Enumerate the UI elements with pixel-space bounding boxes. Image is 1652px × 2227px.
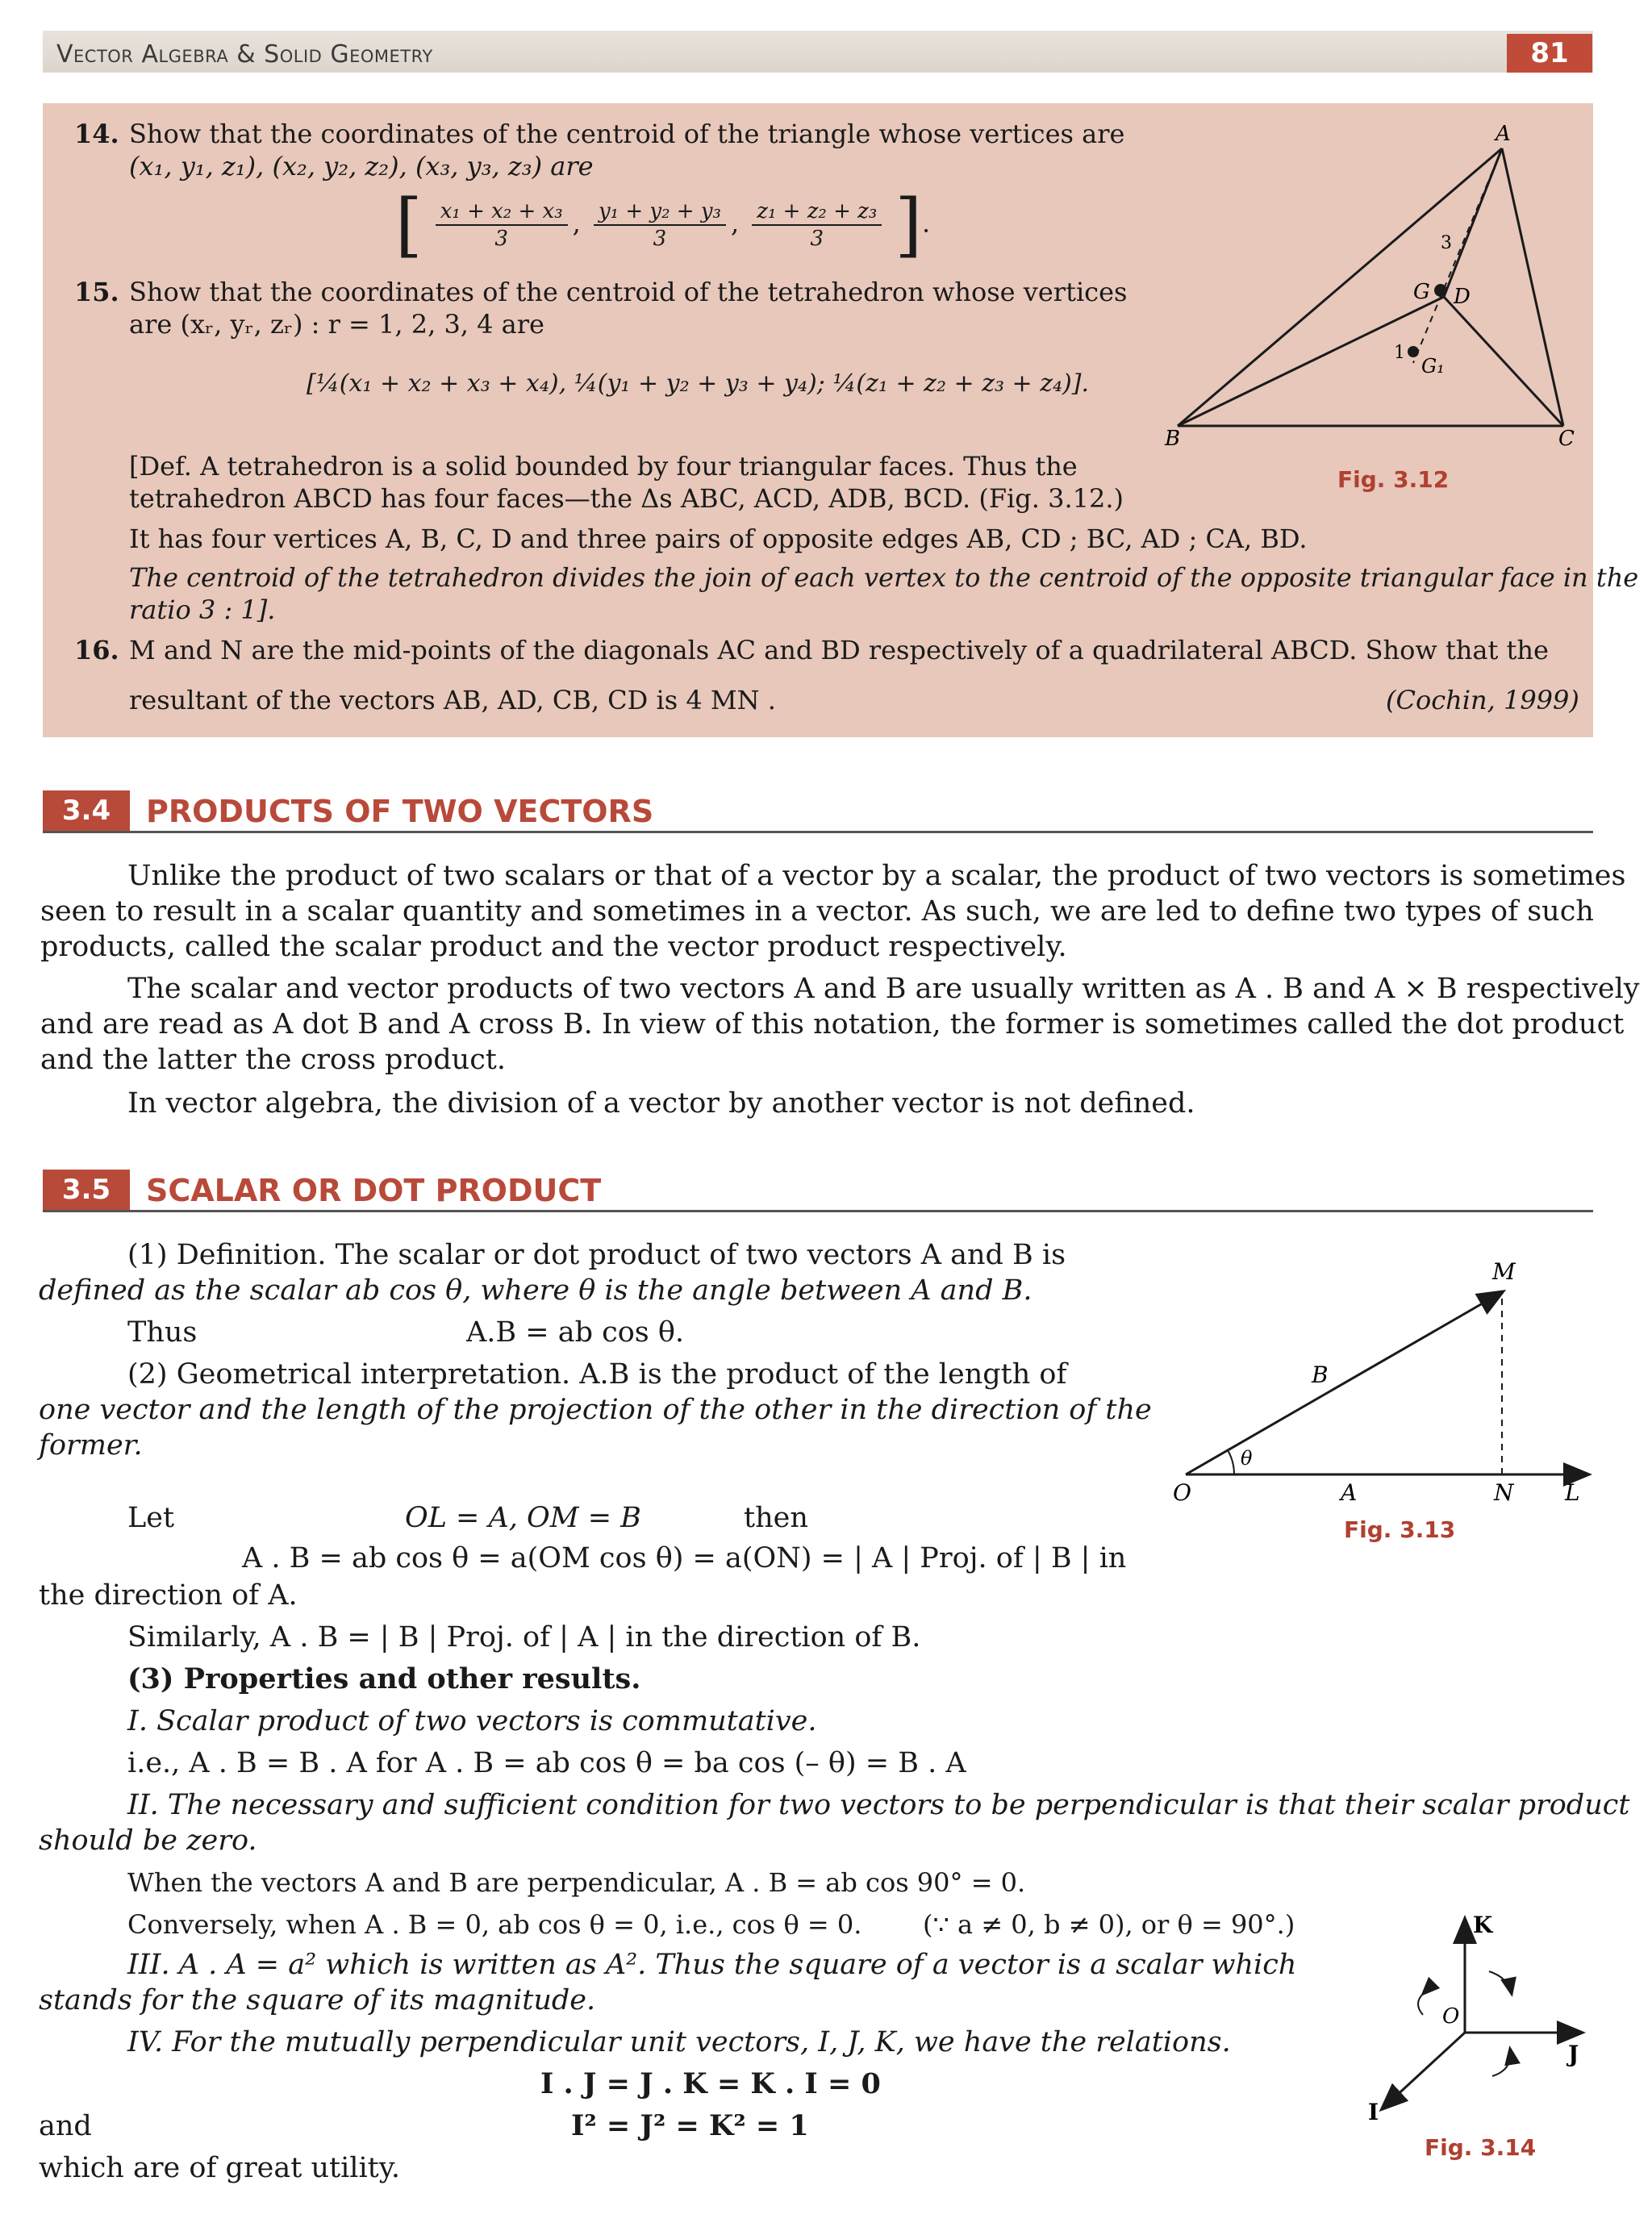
- fig-3-12-tetrahedron: [1153, 113, 1589, 460]
- frac-y-den: 3: [653, 227, 667, 251]
- line-om: [1186, 1292, 1502, 1474]
- section-3-5-number: 3.5: [43, 1170, 130, 1210]
- centroid-tetrahedron-formula: [¼(x₁ + x₂ + x₃ + x₄), ¼(y₁ + y₂ + y₃ + y₄); ¼(z₁ + z₂ + z₃ + z₄)].: [307, 369, 1090, 398]
- s34-p1-line1: Unlike the product of two scalars or that of a vector by a scalar, the product of two vectors is sometimes: [127, 860, 1626, 892]
- fig-3-14-caption: Fig. 3.14: [1425, 2134, 1537, 2161]
- fig-3-14-unit-vectors: [1339, 1904, 1597, 2146]
- definition-line1: [Def. A tetrahedron is a solid bounded by four triangular faces. Thus the: [129, 451, 1078, 482]
- rotation-arrow-ji: [1492, 2049, 1511, 2076]
- rotation-arrow-ki: [1418, 1994, 1423, 2015]
- thus-label: Thus: [127, 1316, 198, 1349]
- exercise-16-source: (Cochin, 1999): [1386, 685, 1579, 715]
- s34-p1-line2: seen to result in a scalar quantity and sometimes in a vector. As such, we are led to define two types of such: [40, 895, 1594, 928]
- geometric-line1: (2) Geometrical interpretation. A.B is the product of the length of: [127, 1358, 1067, 1391]
- s34-p1-line3: products, called the scalar product and the vector product respectively.: [40, 931, 1067, 963]
- label-a: A: [1496, 122, 1511, 146]
- centroid-triangle-formula: [ $\frac{\text{x₁ + x₂ + x₃}}{3}$ , $\frac{\text{y₁ + y₂ + y₃}}{3}$ , $\frac{\text{z₁ + z₂ + z₃}}{3}$ ].: [395, 185, 931, 265]
- label-b: B: [1312, 1362, 1329, 1388]
- exercise-14-line2: (x₁, y₁, z₁), (x₂, y₂, z₂), (x₃, y₃, z₃) are: [129, 151, 594, 181]
- s34-p2-line1: The scalar and vector products of two vectors A and B are usually written as A . B and A × B respectively: [127, 973, 1640, 1005]
- exercise-16-line2: resultant of the vectors AB, AD, CB, CD is 4 MN .: [129, 685, 776, 715]
- property-1: I. Scalar product of two vectors is commutative.: [127, 1705, 817, 1737]
- property-3-line1: III. A . A = a² which is written as A². Thus the square of a vector is a scalar which: [127, 1949, 1297, 1981]
- perpendicular-line2: Conversely, when A . B = 0, ab cos θ = 0, i.e., cos θ = 0.: [127, 1909, 862, 1940]
- edge-dc: [1444, 297, 1563, 426]
- let-label: Let: [127, 1502, 175, 1534]
- page-number: 81: [1507, 34, 1592, 73]
- utility-line: which are of great utility.: [39, 2152, 400, 2184]
- definition-line5: ratio 3 : 1].: [129, 594, 276, 625]
- axis-i: [1383, 2033, 1465, 2108]
- label-ratio-3: 3: [1441, 233, 1452, 253]
- exercise-number-16: 16.: [74, 635, 119, 665]
- section-3-4-title: PRODUCTS OF TWO VECTORS: [146, 794, 654, 829]
- exercise-15-line1: Show that the coordinates of the centroid of the tetrahedron whose vertices: [129, 277, 1128, 307]
- property-4: IV. For the mutually perpendicular unit vectors, I, J, K, we have the relations.: [127, 2026, 1231, 2058]
- and-label: and: [39, 2110, 92, 2142]
- running-header-title: Vector Algebra & Solid Geometry: [56, 40, 433, 69]
- property-1-equation: i.e., A . B = B . A for A . B = ab cos θ = ba cos (– θ) = B . A: [127, 1747, 966, 1779]
- property-2-line1: II. The necessary and sufficient condition for two vectors to be perpendicular is that their scalar product: [127, 1789, 1630, 1821]
- section-3-5-header: [43, 1170, 1593, 1212]
- label-c: C: [1558, 427, 1575, 451]
- frac-z-num: z₁ + z₂ + z₃: [752, 198, 882, 226]
- label-g1: G₁: [1421, 355, 1445, 377]
- label-d: D: [1454, 285, 1471, 309]
- label-k: K: [1473, 1912, 1493, 1938]
- projection-equation-cont: the direction of A.: [39, 1579, 298, 1612]
- unit-vector-relation-2: I² = J² = K² = 1: [571, 2109, 809, 2142]
- rotation-arrow-kj: [1489, 1971, 1512, 1994]
- frac-y-num: y₁ + y₂ + y₃: [594, 198, 726, 226]
- geometric-line3: former.: [39, 1429, 143, 1462]
- dot-product-equation: A.B = ab cos θ.: [466, 1316, 685, 1349]
- definition-line2: tetrahedron ABCD has four faces—the Δs ABC, ACD, ADB, BCD. (Fig. 3.12.): [129, 483, 1124, 514]
- properties-heading: (3) Properties and other results.: [127, 1662, 641, 1695]
- label-n: N: [1494, 1479, 1514, 1506]
- definition-line1: (1) Definition. The scalar or dot product of two vectors A and B is: [127, 1239, 1066, 1271]
- exercise-number-15: 15.: [74, 277, 119, 307]
- exercise-number-14: 14.: [74, 119, 119, 149]
- projection-equation: A . B = ab cos θ = a(OM cos θ) = a(ON) = | A | Proj. of | B | in: [242, 1542, 1127, 1574]
- edge-ad: [1444, 148, 1502, 297]
- label-m: M: [1492, 1258, 1516, 1285]
- label-o: O: [1173, 1479, 1191, 1506]
- frac-x-num: x₁ + x₂ + x₃: [436, 198, 568, 226]
- centroid-g1-point: [1408, 346, 1419, 357]
- definition-line2: defined as the scalar ab cos θ, where θ is the angle between A and B.: [39, 1274, 1032, 1307]
- perpendicular-line1: When the vectors A and B are perpendicular, A . B = ab cos 90° = 0.: [127, 1867, 1026, 1898]
- frac-x-den: 3: [494, 227, 508, 251]
- label-j: J: [1568, 2041, 1579, 2067]
- section-3-5-title: SCALAR OR DOT PRODUCT: [146, 1173, 602, 1208]
- label-l: L: [1565, 1479, 1580, 1506]
- exercise-15-line2: are (xᵣ, yᵣ, zᵣ) : r = 1, 2, 3, 4 are: [129, 309, 544, 340]
- section-3-4-header: [43, 790, 1593, 833]
- exercise-16-line1: M and N are the mid-points of the diagonals AC and BD respectively of a quadrilateral ABCD. Show that the: [129, 635, 1549, 665]
- label-ratio-1: 1: [1394, 343, 1405, 363]
- section-3-4-number: 3.4: [43, 790, 130, 831]
- similarly-line: Similarly, A . B = | B | Proj. of | A | in the direction of B.: [127, 1621, 921, 1654]
- label-b: B: [1165, 427, 1181, 451]
- definition-line3: It has four vertices A, B, C, D and three pairs of opposite edges AB, CD ; BC, AD ; CA, BD.: [129, 523, 1308, 554]
- perpendicular-note: (∵ a ≠ 0, b ≠ 0), or θ = 90°.): [923, 1909, 1295, 1940]
- centroid-g-point: [1434, 284, 1447, 297]
- fig-3-12-caption: Fig. 3.12: [1337, 466, 1450, 493]
- label-theta: θ: [1241, 1447, 1253, 1470]
- label-a: A: [1341, 1479, 1358, 1506]
- label-o: O: [1442, 2004, 1460, 2029]
- angle-arc: [1228, 1450, 1234, 1474]
- s34-p2-line3: and the latter the cross product.: [40, 1044, 506, 1076]
- exercise-14-line1: Show that the coordinates of the centroid of the triangle whose vertices are: [129, 119, 1125, 149]
- let-equation: OL = A, OM = B: [405, 1502, 641, 1534]
- frac-z-den: 3: [810, 227, 824, 251]
- fig-3-13-projection: [1162, 1250, 1597, 1516]
- label-i: I: [1368, 2099, 1379, 2125]
- edge-ac: [1502, 148, 1563, 426]
- fig-3-13-caption: Fig. 3.13: [1344, 1516, 1456, 1543]
- s34-p2-line2: and are read as A dot B and A cross B. In view of this notation, the former is sometimes called the dot product: [40, 1008, 1625, 1041]
- property-2-line2: should be zero.: [39, 1825, 257, 1857]
- geometric-line2: one vector and the length of the projection of the other in the direction of the: [39, 1394, 1152, 1426]
- label-g: G: [1413, 280, 1430, 304]
- s34-p3: In vector algebra, the division of a vector by another vector is not defined.: [127, 1087, 1195, 1120]
- property-3-line2: stands for the square of its magnitude.: [39, 1984, 596, 2016]
- then-label: then: [744, 1502, 808, 1534]
- definition-line4: The centroid of the tetrahedron divides the join of each vertex to the centroid of the opposite triangular face in the: [129, 562, 1639, 593]
- unit-vector-relation-1: I . J = J . K = K . I = 0: [540, 2067, 881, 2100]
